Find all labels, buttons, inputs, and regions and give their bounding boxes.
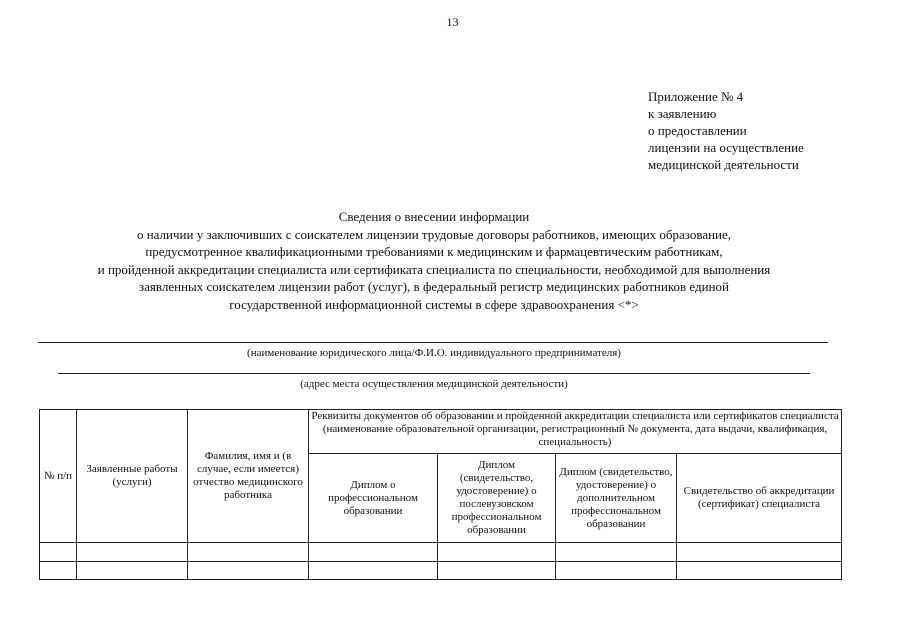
table-row: [40, 562, 842, 580]
appendix-line: к заявлению: [648, 106, 717, 121]
column-header-diploma: Диплом о профессиональном образовании: [309, 454, 438, 543]
column-header-works: Заявленные работы (услуги): [77, 410, 188, 543]
appendix-line: о предоставлении: [648, 123, 747, 138]
column-header-accreditation: Свидетельство об аккредитации (сертификат) специалиста: [677, 454, 842, 543]
table-cell: [309, 562, 438, 580]
table-cell: [188, 562, 309, 580]
address-caption: (адрес места осуществления медицинской деятельности): [300, 378, 568, 390]
table-cell: [556, 543, 677, 562]
legal-entity-line: [38, 342, 828, 343]
table-cell: [40, 543, 77, 562]
appendix-line: Приложение № 4: [648, 89, 744, 104]
table-cell: [40, 562, 77, 580]
column-header-additional-education: Диплом (свидетельство, удостоверение) о дополнительном профессиональном образовании: [556, 454, 677, 543]
appendix-note: [648, 88, 804, 173]
table-cell: [677, 562, 842, 580]
appendix-line: лицензии на осуществление: [648, 140, 804, 155]
table-cell: [556, 562, 677, 580]
staff-table: [39, 409, 842, 580]
table-cell: [77, 543, 188, 562]
table-cell: [677, 543, 842, 562]
column-group-header-documents: Реквизиты документов об образовании и пройденной аккредитации специалиста или сертификатов специалиста (наименование образовательной организации, регистрационный № документа, дата выдачи, квалификация, специальность): [309, 410, 842, 454]
document-title: [0, 208, 868, 314]
legal-entity-caption: (наименование юридического лица/Ф.И.О. индивидуального предпринимателя): [247, 347, 621, 359]
table-cell: [438, 543, 556, 562]
title-line: Сведения о внесении информации: [338, 209, 530, 224]
title-line: заявленных соискателем лицензии работ (услуг), в федеральный регистр медицинских работников единой: [139, 279, 729, 295]
title-line: о наличии у заключивших с соискателем лицензии трудовые договоры работников, имеющих образование,: [136, 226, 732, 242]
table-cell: [188, 543, 309, 562]
table-cell: [438, 562, 556, 580]
table-cell: [77, 562, 188, 580]
column-header-number: № п/п: [40, 410, 77, 543]
header-row: [40, 410, 842, 454]
appendix-line: медицинской деятельности: [648, 157, 799, 172]
table-row: [40, 543, 842, 562]
title-line: предусмотренное квалификационными требованиями к медицинским и фармацевтическим работникам,: [145, 244, 723, 260]
address-line: [58, 373, 810, 374]
page-number: 13: [446, 15, 459, 29]
title-line: государственной информационной системы в сфере здравоохранения <*>: [229, 296, 639, 312]
title-line: и пройденной аккредитации специалиста или сертификата специалиста по специальности, необходимой для выполнения: [97, 261, 771, 277]
table-cell: [309, 543, 438, 562]
column-header-postgraduate: Диплом (свидетельство, удостоверение) о послевузовском профессиональном образовании: [438, 454, 556, 543]
column-header-employee-name: Фамилия, имя и (в случае, если имеется) отчество медицинского работника: [188, 410, 309, 543]
